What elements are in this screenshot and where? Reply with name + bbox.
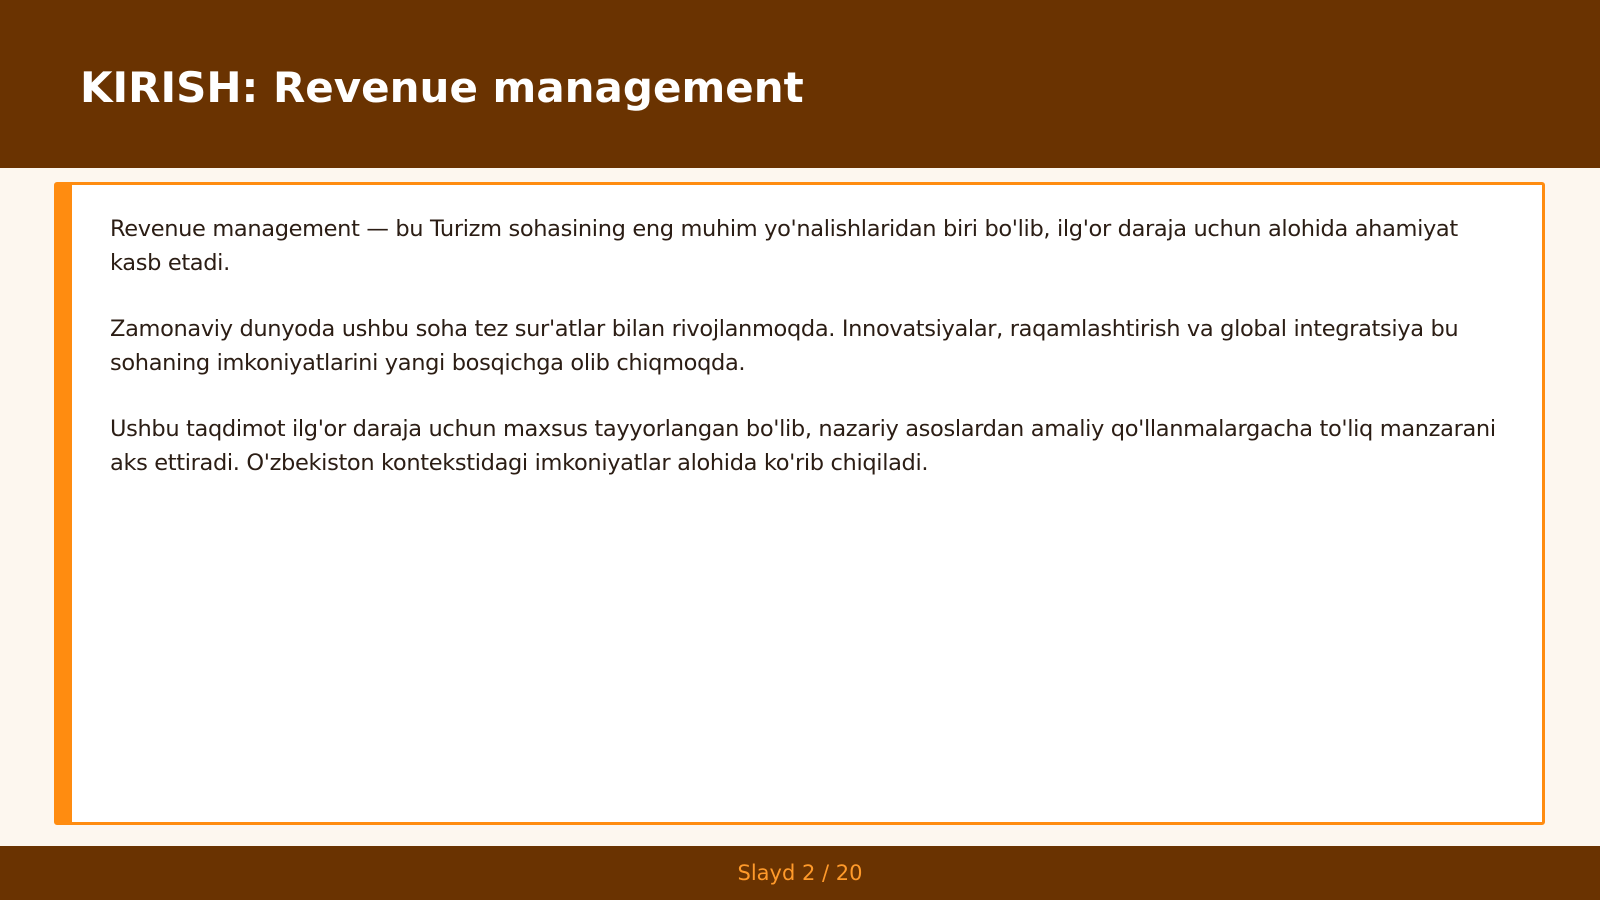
content-body <box>110 213 1496 513</box>
paragraph-intro: Revenue management — bu Turizm sohasining eng muhim yo'nalishlaridan biri bo'lib, ilg'or daraja uchun alohida ahamiyat kasb etadi. <box>110 216 1458 276</box>
slide-header <box>0 0 1600 168</box>
paragraph-modern-world: Zamonaviy dunyoda ushbu soha tez sur'atlar bilan rivojlanmoqda. Innovatsiyalar, raqamlashtirish va global integratsiya bu sohaning imkoniyatlarini yangi bosqichga olib chiqmoqda. <box>110 316 1459 376</box>
paragraph-presentation-scope: Ushbu taqdimot ilg'or daraja uchun maxsus tayyorlangan bo'lib, nazariy asoslardan amaliy qo'llanmalargacha to'liq manzarani aks ettiradi. O'zbekiston kontekstidagi imkoniyatlar alohida ko'rib chiqiladi. <box>110 416 1496 476</box>
content-card <box>54 182 1545 825</box>
slide-counter: Slayd 2 / 20 <box>737 861 863 885</box>
slide-footer <box>0 846 1600 900</box>
slide-title: KIRISH: Revenue management <box>80 63 804 112</box>
